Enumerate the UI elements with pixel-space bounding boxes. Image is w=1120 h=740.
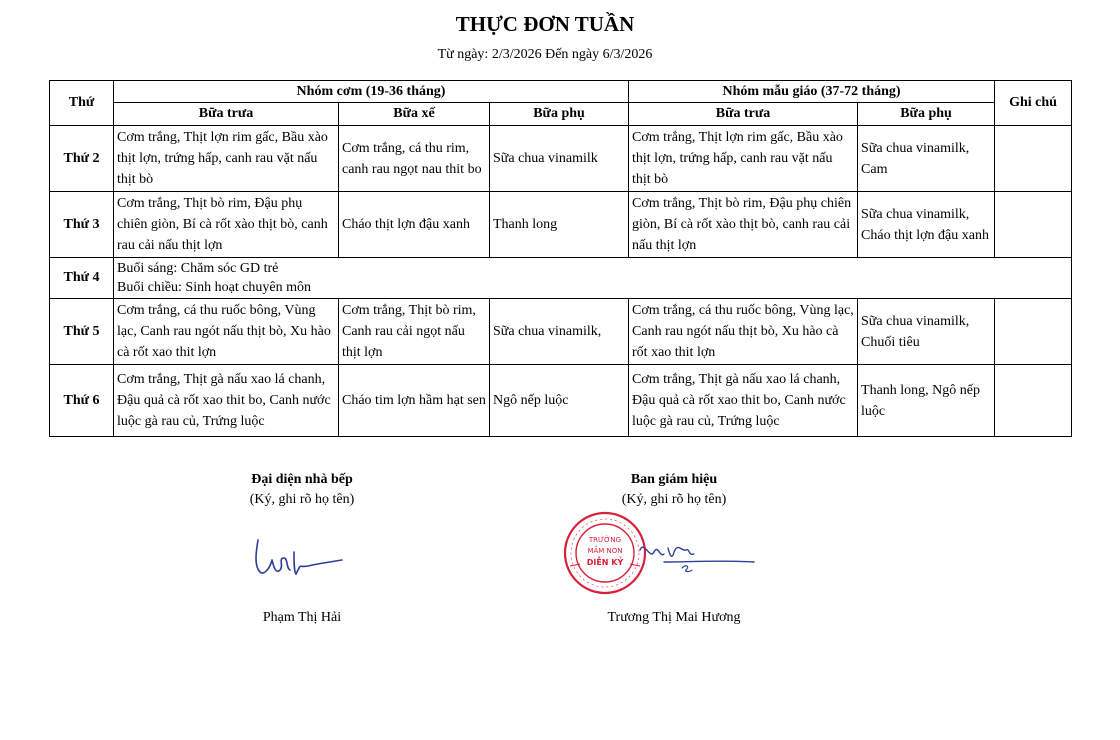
note-cell — [995, 224, 1071, 226]
group-b-snack: Thanh long, Ngô nếp luộc — [861, 382, 980, 419]
weekly-menu-table — [49, 80, 1072, 437]
principal-signature-block — [574, 470, 774, 640]
group-a-afternoon: Cơm trắng, cá thu rim, canh rau ngọt nau thit bo — [342, 140, 482, 177]
group-b-snack-header: Bữa phụ — [858, 103, 995, 126]
group-b-lunch: Cơm trắng, Thịt gà nấu xao lá chanh, Đậu quả cà rốt xao thit bo, Canh nước luộc gà rau củ, Trứng luộc — [632, 372, 846, 429]
group-a-snack: Sữa chua vinamilk, — [493, 324, 602, 339]
date-range: Từ ngày: 2/3/2026 Đến ngày 6/3/2026 — [437, 47, 653, 62]
day-label: Thứ 5 — [50, 299, 114, 365]
group-a-lunch: Cơm trắng, cá thu ruốc bông, Vùng lạc, Canh rau ngót nấu thịt bò, Xu hào cà rốt xao thit lợn — [117, 303, 331, 360]
day-label: Thứ 6 — [50, 365, 114, 437]
group-b-lunch: Cơm trắng, Thịt lợn rim gấc, Bầu xào thịt lợn, trứng hấp, canh rau vặt nấu thịt bò — [632, 130, 843, 187]
group-b-lunch-header: Bữa trưa — [629, 103, 858, 126]
col-note-header: Ghi chú — [995, 81, 1072, 126]
group-a-snack: Sữa chua vinamilk — [493, 151, 598, 166]
principal-sign-note: (Ký, ghi rõ họ tên) — [621, 492, 727, 507]
page-title: THỰC ĐƠN TUẦN — [455, 12, 635, 36]
group-b-lunch: Cơm trắng, cá thu ruốc bông, Vùng lạc, Canh rau ngót nấu thịt bò, Xu hào cà rốt xao thit lợn — [632, 303, 854, 360]
group-b-snack: Sữa chua vinamilk, Cháo thịt lợn đậu xanh — [861, 206, 989, 243]
group-a-snack: Ngô nếp luộc — [493, 393, 569, 408]
group-a-lunch: Cơm trắng, Thịt lợn rim gấc, Bầu xào thịt lợn, trứng hấp, canh rau vặt nấu thịt bò — [117, 130, 328, 187]
group-a-lunch-header: Bữa trưa — [114, 103, 339, 126]
kitchen-signature-block — [202, 470, 402, 640]
table-row — [50, 258, 1072, 299]
note-cell — [995, 400, 1071, 402]
schedule-afternoon: Buổi chiều: Sinh hoạt chuyên môn — [117, 280, 312, 295]
svg-text:TRƯỜNG: TRƯỜNG — [588, 536, 622, 544]
group-a-lunch: Cơm trắng, Thịt gà nấu xao lá chanh, Đậu quả cà rốt xao thit bo, Canh nước luộc gà rau củ, Trứng luộc — [117, 372, 331, 429]
group-b-snack: Sữa chua vinamilk, Cam — [861, 140, 970, 177]
table-row — [50, 192, 1072, 258]
group-a-snack-header: Bữa phụ — [490, 103, 629, 126]
principal-name: Trương Thị Mai Hương — [607, 610, 741, 625]
kitchen-signature — [250, 532, 350, 582]
kitchen-sign-note: (Ký, ghi rõ họ tên) — [249, 492, 355, 507]
group-a-header: Nhóm cơm (19-36 tháng) — [114, 81, 629, 103]
kitchen-role: Đại diện nhà bếp — [251, 472, 353, 487]
svg-text:DIỄN KỶ: DIỄN KỶ — [586, 558, 624, 567]
kitchen-name: Phạm Thị Hải — [262, 610, 342, 625]
svg-text:MẦM NON: MẦM NON — [587, 547, 623, 555]
schedule-morning: Buổi sáng: Chăm sóc GD trẻ — [117, 261, 279, 276]
col-day-header: Thứ — [50, 81, 114, 126]
table-row — [50, 365, 1072, 437]
group-a-afternoon: Cơm trắng, Thịt bò rim, Canh rau cải ngọt nấu thịt lợn — [342, 303, 476, 360]
group-b-lunch: Cơm trắng, Thịt bò rim, Đậu phụ chiên giòn, Bí cà rốt xào thịt bò, canh rau cải nấu thịt lợn — [632, 196, 852, 253]
group-b-snack: Sữa chua vinamilk, Chuối tiêu — [861, 313, 970, 350]
group-a-afternoon: Cháo thịt lợn đậu xanh — [342, 217, 470, 232]
principal-role: Ban giám hiệu — [630, 472, 718, 487]
group-a-afternoon-header: Bữa xế — [339, 103, 490, 126]
group-a-snack: Thanh long — [493, 217, 558, 232]
principal-signature — [634, 530, 764, 580]
table-row — [50, 299, 1072, 365]
day-label: Thứ 2 — [50, 126, 114, 192]
table-row — [50, 126, 1072, 192]
group-a-afternoon: Cháo tim lợn hầm hạt sen — [342, 393, 486, 408]
note-cell — [995, 331, 1071, 333]
group-a-lunch: Cơm trắng, Thịt bò rim, Đậu phụ chiên giòn, Bí cà rốt xào thịt bò, canh rau cải nấu thịt lợn — [117, 196, 328, 253]
note-cell — [995, 158, 1071, 160]
group-b-header: Nhóm mẫu giáo (37-72 tháng) — [629, 81, 995, 103]
day-label: Thứ 4 — [50, 258, 114, 299]
day-label: Thứ 3 — [50, 192, 114, 258]
